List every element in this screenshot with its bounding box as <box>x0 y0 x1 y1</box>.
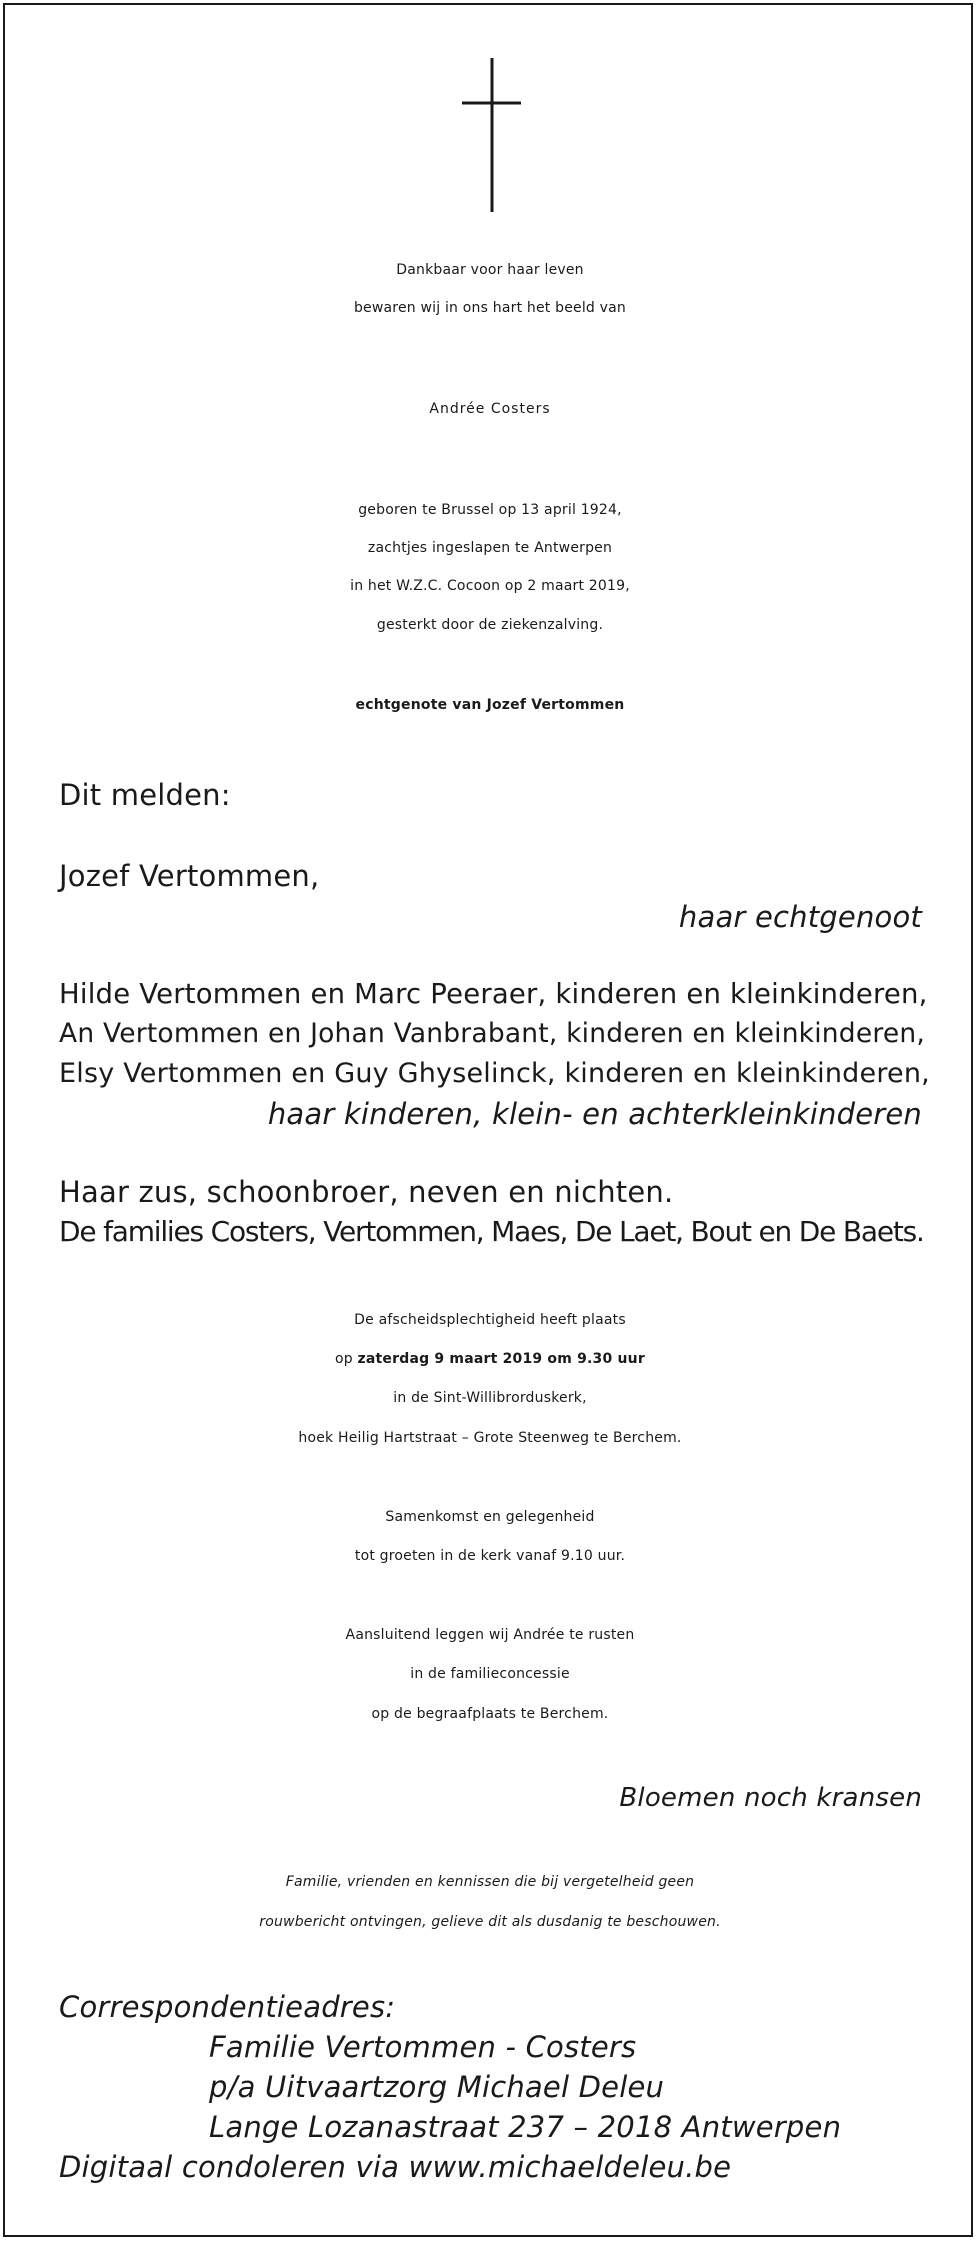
burial-line-1: Aansluitend leggen wij Andrée te rusten <box>345 1627 635 1643</box>
children-line-3: Elsy Vertommen en Guy Ghyselinck, kinderen en kleinkinderen, <box>59 1058 930 1089</box>
ceremony-line-2-prefix: op <box>335 1351 358 1367</box>
correspondence-line-2: p/a Uitvaartzorg Michael Deleu <box>209 2070 665 2104</box>
children-line-1: Hilde Vertommen en Marc Peeraer, kinderen en kleinkinderen, <box>59 978 928 1010</box>
life-line-4: gesterkt door de ziekenzalving. <box>376 617 604 633</box>
burial-line-3: op de begraafplaats te Berchem. <box>371 1706 609 1722</box>
gathering-line-2: tot groeten in de kerk vanaf 9.10 uur. <box>354 1548 626 1564</box>
deceased-name: Andrée Costers <box>429 401 551 417</box>
ceremony-line-3: in de Sint-Willibrorduskerk, <box>393 1390 587 1406</box>
relatives-line-1: Haar zus, schoonbroer, neven en nichten. <box>59 1175 674 1209</box>
spouse-name: Jozef Vertommen, <box>59 859 320 893</box>
spouse-role: haar echtgenoot <box>678 900 922 934</box>
ceremony-line-4: hoek Heilig Hartstraat – Grote Steenweg te Berchem. <box>298 1430 682 1446</box>
children-role: haar kinderen, klein- en achterkleinkinderen <box>267 1097 922 1131</box>
intro-line-2: bewaren wij in ons hart het beeld van <box>353 300 627 316</box>
intro-line-1: Dankbaar voor haar leven <box>396 262 584 278</box>
condolences-link[interactable]: Digitaal condoleren via www.michaeldeleu.be <box>59 2150 732 2184</box>
correspondence-line-3: Lange Lozanastraat 237 – 2018 Antwerpen <box>209 2110 842 2144</box>
life-line-2: zachtjes ingeslapen te Antwerpen <box>367 540 613 556</box>
relatives-line-2: De families Costers, Vertommen, Maes, De Laet, Bout en De Baets. <box>59 1215 924 1248</box>
ceremony-line-2 <box>0 1339 980 1379</box>
life-line-3: in het W.Z.C. Cocoon op 2 maart 2019, <box>350 578 630 594</box>
ceremony-line-1: De afscheidsplechtigheid heeft plaats <box>354 1312 626 1328</box>
announcers-intro: Dit melden: <box>59 778 231 812</box>
spouse-line: echtgenote van Jozef Vertommen <box>355 697 625 713</box>
life-line-1: geboren te Brussel op 13 april 1924, <box>358 502 622 518</box>
notice-line-2: rouwbericht ontvingen, gelieve dit als dusdanig te beschouwen. <box>259 1914 721 1930</box>
children-line-2: An Vertommen en Johan Vanbrabant, kinderen en kleinkinderen, <box>59 1018 925 1049</box>
gathering-line-1: Samenkomst en gelegenheid <box>385 1509 595 1525</box>
correspondence-label: Correspondentieadres: <box>59 1990 396 2024</box>
correspondence-line-1: Familie Vertommen - Costers <box>209 2030 637 2064</box>
burial-line-2: in de familieconcessie <box>410 1666 570 1682</box>
flowers-note: Bloemen noch kransen <box>619 1783 922 1813</box>
cross-icon <box>0 0 980 220</box>
notice-line-1: Familie, vrienden en kennissen die bij vergetelheid geen <box>285 1874 695 1890</box>
ceremony-date-time: zaterdag 9 maart 2019 om 9.30 uur <box>357 1351 645 1367</box>
